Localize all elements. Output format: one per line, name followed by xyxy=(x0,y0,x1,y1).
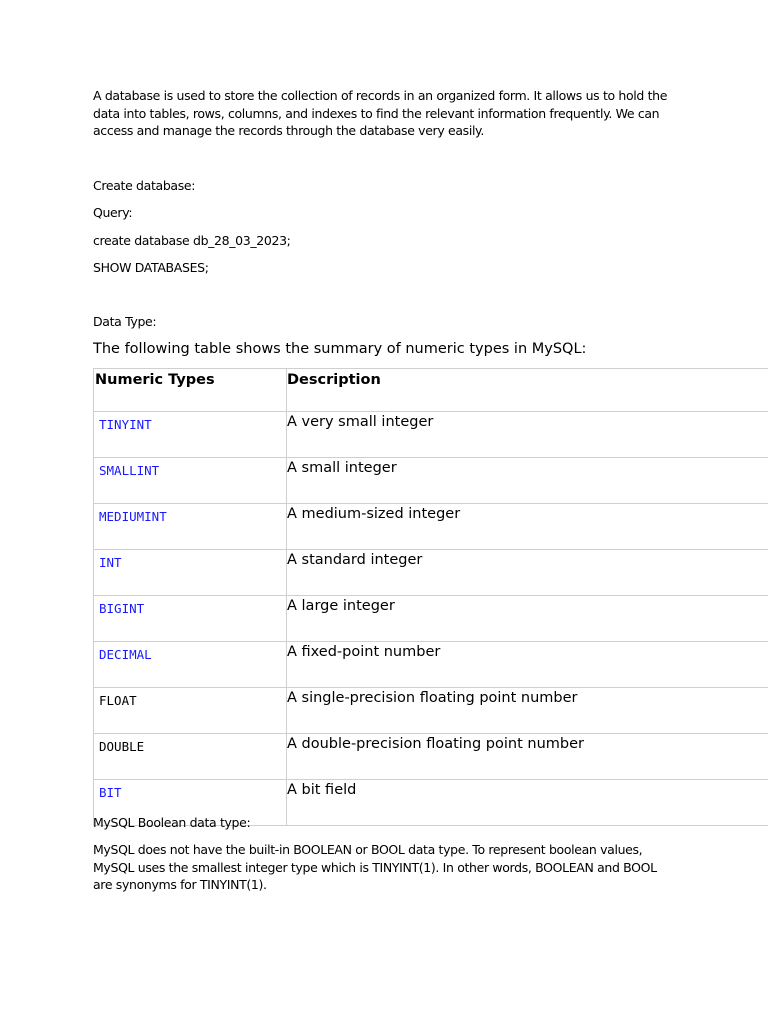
type-link-tinyint[interactable]: TINYINT xyxy=(94,412,287,458)
type-description: A fixed-point number xyxy=(287,642,768,688)
boolean-heading: MySQL Boolean data type: xyxy=(93,815,251,830)
query-label: Query: xyxy=(93,205,133,220)
table-row xyxy=(94,688,768,734)
type-name-float: FLOAT xyxy=(94,688,287,734)
table-row xyxy=(94,412,768,458)
table-row xyxy=(94,458,768,504)
table-row xyxy=(94,550,768,596)
type-description: A double-precision floating point number xyxy=(287,734,768,780)
type-description: A single-precision floating point number xyxy=(287,688,768,734)
type-link-mediumint[interactable]: MEDIUMINT xyxy=(94,504,287,550)
type-description: A standard integer xyxy=(287,550,768,596)
table-row xyxy=(94,504,768,550)
type-link-bit[interactable]: BIT xyxy=(94,780,287,826)
type-name-double: DOUBLE xyxy=(94,734,287,780)
type-link-decimal[interactable]: DECIMAL xyxy=(94,642,287,688)
query-show-databases: SHOW DATABASES; xyxy=(93,260,209,275)
header-numeric-types: Numeric Types xyxy=(94,369,287,412)
table-row xyxy=(94,596,768,642)
boolean-paragraph: MySQL does not have the built-in BOOLEAN or BOOL data type. To represent boolean values, MySQL uses the smallest integer type which is TINYINT(1). In other words, BOOLEAN and BOOL are synonyms for TINYINT(1). xyxy=(93,842,657,892)
table-row xyxy=(94,642,768,688)
table-intro: The following table shows the summary of numeric types in MySQL: xyxy=(93,341,587,357)
numeric-types-table xyxy=(93,368,768,826)
type-description: A small integer xyxy=(287,458,768,504)
create-database-heading: Create database: xyxy=(93,178,196,193)
table-row xyxy=(94,734,768,780)
intro-paragraph: A database is used to store the collection of records in an organized form. It allows us to hold the data into tables, rows, columns, and indexes to find the relevant information frequently. We can access and manage the records through the database very easily. xyxy=(93,88,668,138)
type-description: A medium-sized integer xyxy=(287,504,768,550)
type-description: A very small integer xyxy=(287,412,768,458)
query-create-database: create database db_28_03_2023; xyxy=(93,233,291,248)
type-description: A bit field xyxy=(287,780,768,826)
type-description: A large integer xyxy=(287,596,768,642)
type-link-int[interactable]: INT xyxy=(94,550,287,596)
header-description: Description xyxy=(287,369,768,412)
type-link-smallint[interactable]: SMALLINT xyxy=(94,458,287,504)
data-type-heading: Data Type: xyxy=(93,314,157,329)
table-header-row xyxy=(94,369,768,412)
type-link-bigint[interactable]: BIGINT xyxy=(94,596,287,642)
